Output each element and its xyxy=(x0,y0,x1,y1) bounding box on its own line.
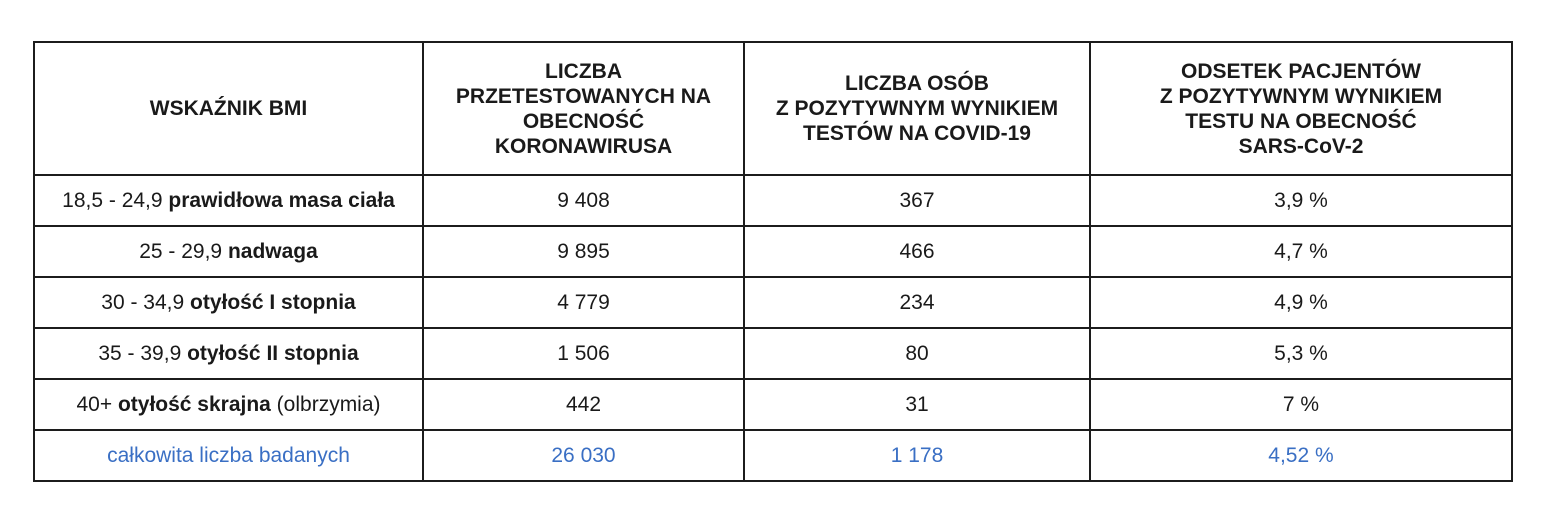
positive-cell: 466 xyxy=(744,226,1090,277)
header-tested: LICZBA PRZETESTOWANYCH NA OBECNOŚĆ KORONAWIRUSA xyxy=(423,42,744,175)
tested-cell: 4 779 xyxy=(423,277,744,328)
table-row xyxy=(34,328,1512,379)
header-percent: ODSETEK PACJENTÓW Z POZYTYWNYM WYNIKIEM TESTU NA OBECNOŚĆ SARS-CoV-2 xyxy=(1090,42,1512,175)
header-row xyxy=(34,42,1512,175)
bmi-covid-table xyxy=(33,41,1513,482)
bmi-cell xyxy=(34,379,423,430)
bmi-range: 25 - 29,9 xyxy=(139,239,228,263)
table-row xyxy=(34,277,1512,328)
bmi-range: 18,5 - 24,9 xyxy=(62,188,169,212)
bmi-category: otyłość II stopnia xyxy=(187,341,359,365)
bmi-category: otyłość skrajna xyxy=(117,392,271,416)
bmi-suffix: (olbrzymia) xyxy=(270,392,381,416)
positive-cell: 31 xyxy=(744,379,1090,430)
table-row xyxy=(34,175,1512,226)
bmi-category: nadwaga xyxy=(227,239,318,263)
percent-cell: 4,7 % xyxy=(1090,226,1512,277)
table-row xyxy=(34,379,1512,430)
header-bmi: WSKAŹNIK BMI xyxy=(34,42,423,175)
bmi-category: prawidłowa masa ciała xyxy=(168,188,395,212)
tested-cell: 9 895 xyxy=(423,226,744,277)
positive-cell: 80 xyxy=(744,328,1090,379)
header-positive: LICZBA OSÓB Z POZYTYWNYM WYNIKIEM TESTÓW NA COVID-19 xyxy=(744,42,1090,175)
total-percent: 4,52 % xyxy=(1090,430,1512,481)
total-label: całkowita liczba badanych xyxy=(34,430,423,481)
total-row xyxy=(34,430,1512,481)
bmi-cell xyxy=(34,175,423,226)
total-positive: 1 178 xyxy=(744,430,1090,481)
percent-cell: 7 % xyxy=(1090,379,1512,430)
bmi-cell xyxy=(34,328,423,379)
percent-cell: 4,9 % xyxy=(1090,277,1512,328)
total-tested: 26 030 xyxy=(423,430,744,481)
bmi-cell xyxy=(34,277,423,328)
bmi-range: 40+ xyxy=(76,392,118,416)
tested-cell: 442 xyxy=(423,379,744,430)
bmi-category: otyłość I stopnia xyxy=(190,290,356,314)
positive-cell: 367 xyxy=(744,175,1090,226)
bmi-range: 35 - 39,9 xyxy=(98,341,188,365)
percent-cell: 3,9 % xyxy=(1090,175,1512,226)
tested-cell: 1 506 xyxy=(423,328,744,379)
bmi-range: 30 - 34,9 xyxy=(101,290,191,314)
bmi-cell xyxy=(34,226,423,277)
tested-cell: 9 408 xyxy=(423,175,744,226)
percent-cell: 5,3 % xyxy=(1090,328,1512,379)
positive-cell: 234 xyxy=(744,277,1090,328)
table-row xyxy=(34,226,1512,277)
